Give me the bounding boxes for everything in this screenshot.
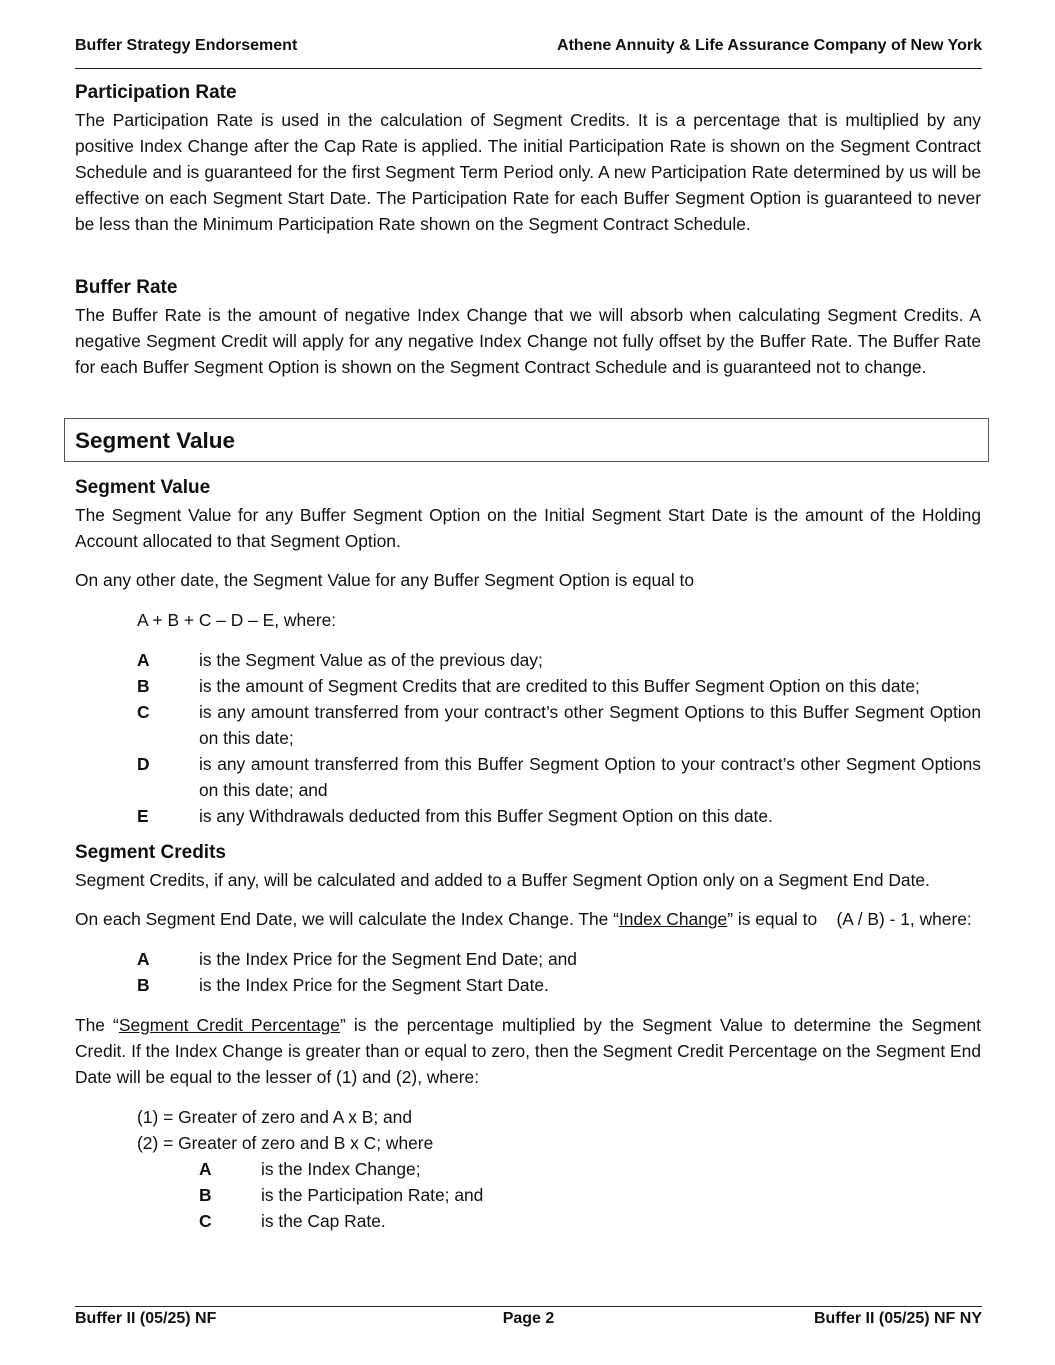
segment-value-formula: A + B + C – D – E, where: [137,610,337,630]
page-number: Page 2 [502,1310,555,1327]
page-header [75,36,982,56]
segment-credit-percentage-paragraph [75,1012,981,1090]
buffer-rate-heading: Buffer Rate [75,277,178,298]
definition-key: B [199,1185,212,1205]
definition-text: is any Withdrawals deducted from this Buffer Segment Option on this date. [199,806,773,826]
definition-key: B [137,676,150,696]
definition-text: is the Index Price for the Segment End Date; and [199,949,577,969]
percentage-line-1: (1) = Greater of zero and A x B; and [137,1107,413,1127]
participation-rate-heading: Participation Rate [75,82,237,103]
segment-credits-heading: Segment Credits [75,842,226,863]
definition-text: is the Index Price for the Segment Start Date. [199,975,549,995]
p3-text-after: ” is the percentage multiplied by the Segment Value to determine the Segment Credit. If the Index Change is greater than or equal to zero, then the Segment Credit Percentage on the Segment End Date will be equal to the lesser of (1) and (2), where: [75,1015,981,1087]
p2-text-before: On each Segment End Date, we will calculate the Index Change. The “ [75,909,619,929]
definition-key: E [137,806,149,826]
index-change-term: Index Change [618,909,728,929]
section-title: Segment Value [75,428,236,453]
definition-row [137,803,981,829]
segment-credits-section [75,841,981,1234]
segment-credit-percentage-term: Segment Credit Percentage [118,1015,340,1035]
definition-text: is any amount transferred from your contract’s other Segment Options to this Buffer Segment Option on this date; [199,702,981,748]
definition-text: is the amount of Segment Credits that are credited to this Buffer Segment Option on this date; [199,676,920,696]
segment-credits-p2 [75,906,981,932]
definition-row [199,1156,981,1182]
definition-row [137,647,981,673]
definition-row [137,673,981,699]
definition-key: A [137,650,150,670]
definition-key: D [137,754,150,774]
percentage-line-2: (2) = Greater of zero and B x C; where [137,1133,434,1153]
definition-key: B [137,975,150,995]
footer-left: Buffer II (05/25) NF [75,1310,217,1327]
definition-text: is the Participation Rate; and [261,1185,484,1205]
header-right: Athene Annuity & Life Assurance Company of New York [557,37,982,54]
definition-key: A [199,1159,212,1179]
segment-credits-p1: Segment Credits, if any, will be calculated and added to a Buffer Segment Option only on a Segment End Date. [75,870,930,890]
definition-row [137,751,981,803]
definition-row [199,1208,981,1234]
header-rule [75,68,982,69]
p2-text-after: ” is equal to (A / B) - 1, where: [727,909,972,929]
definition-row [137,972,981,998]
definition-key: C [137,702,150,722]
definition-text: is the Index Change; [261,1159,421,1179]
segment-value-section-banner [64,418,989,462]
buffer-rate-body: The Buffer Rate is the amount of negative Index Change that we will absorb when calculating Segment Credits. A negative Segment Credit will apply for any negative Index Change not fully offset by the Buffer Rate. The Buffer Rate for each Buffer Segment Option is shown on the Segment Contract Schedule and is guaranteed not to change. [75,305,981,377]
definition-text: is the Segment Value as of the previous day; [199,650,543,670]
segment-value-heading: Segment Value [75,477,211,498]
participation-rate-section [75,81,981,237]
buffer-rate-section [75,276,981,380]
definition-key: C [199,1211,212,1231]
percentage-definitions [199,1156,981,1234]
definition-key: A [137,949,150,969]
p3-text-before: The “ [75,1015,119,1035]
segment-value-p1: The Segment Value for any Buffer Segment Option on the Initial Segment Start Date is the amount of the Holding Account allocated to that Segment Option. [75,505,981,551]
segment-value-subsection [75,476,981,829]
footer-rule [75,1306,982,1307]
segment-value-p2: On any other date, the Segment Value for any Buffer Segment Option is equal to [75,570,695,590]
index-change-definitions [137,946,981,998]
header-left: Buffer Strategy Endorsement [75,37,298,54]
definition-row [137,946,981,972]
definition-row [137,699,981,751]
segment-value-definitions [137,647,981,829]
footer-right: Buffer II (05/25) NF NY [813,1310,982,1327]
definition-text: is any amount transferred from this Buffer Segment Option to your contract’s other Segment Options on this date; and [199,754,981,800]
definition-text: is the Cap Rate. [261,1211,386,1231]
participation-rate-body: The Participation Rate is used in the calculation of Segment Credits. It is a percentage that is multiplied by any positive Index Change after the Cap Rate is applied. The initial Participation Rate is shown on the Segment Contract Schedule and is guaranteed for the first Segment Term Period only. A new Participation Rate determined by us will be effective on each Segment Start Date. The Participation Rate for each Buffer Segment Option is guaranteed to never be less than the Minimum Participation Rate shown on the Segment Contract Schedule. [75,110,981,234]
definition-row [199,1182,981,1208]
